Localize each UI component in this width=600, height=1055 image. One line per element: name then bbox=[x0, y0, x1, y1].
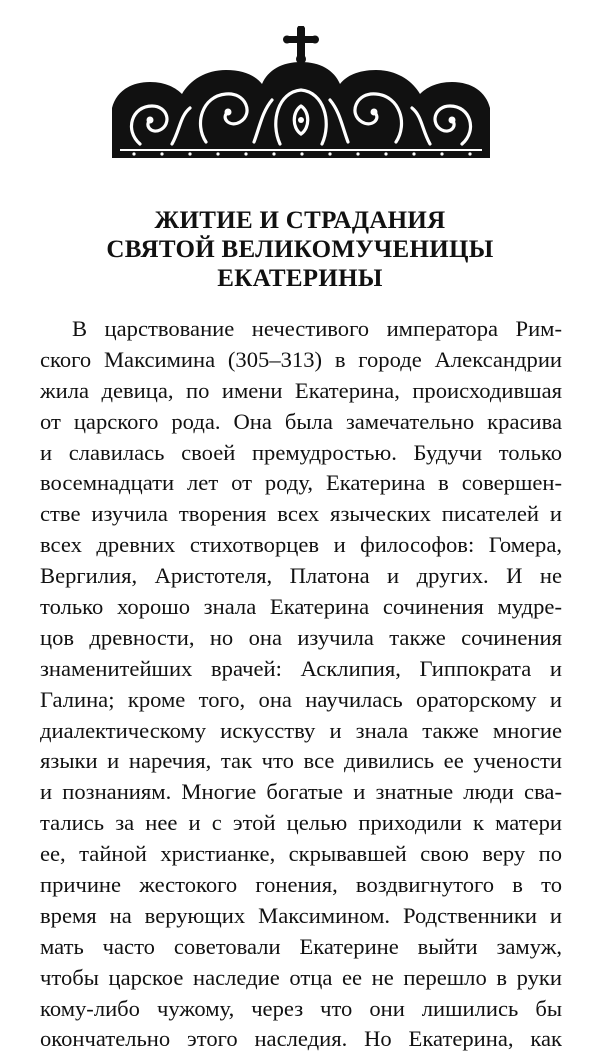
text-line: В царствование нечестивого императора Рим- bbox=[72, 316, 562, 341]
text-line: время на верующих Максимином. Родственники и bbox=[40, 902, 562, 928]
text-line: языки и наречия, так что все дивились ее учености bbox=[40, 748, 562, 774]
text-line: и познаниям. Многие богатые и знатные люди сва- bbox=[40, 779, 562, 805]
text-line: стве изучила творения всех языческих писателей и bbox=[40, 501, 562, 527]
text-line: ее, тайной христианке, скрывавшей свою веру по bbox=[40, 841, 562, 867]
text-line: только хорошо знала Екатерина сочинения мудре- bbox=[40, 594, 562, 620]
text-line: тались за нее и с этой целью приходили к матери bbox=[40, 810, 562, 836]
text-line: Галина; кроме того, она научилась ораторскому и bbox=[40, 686, 562, 712]
text-line: Вергилия, Аристотеля, Платона и других. И не bbox=[40, 563, 562, 589]
text-line: кому-либо чужому, через что они лишились бы bbox=[40, 995, 562, 1021]
crown-ornament-icon bbox=[110, 26, 492, 160]
text-line: от царского рода. Она была замечательно красива bbox=[40, 408, 562, 434]
title-line: ЕКАТЕРИНЫ bbox=[217, 265, 383, 292]
text-line: чтобы царское наследие отца ее не перешло в руки bbox=[40, 964, 562, 990]
text-line: цов древности, но она изучила также сочинения bbox=[40, 624, 562, 650]
text-line: мать часто советовали Екатерине выйти замуж, bbox=[40, 933, 562, 959]
chapter-title bbox=[0, 206, 600, 293]
title-line: СВЯТОЙ ВЕЛИКОМУЧЕНИЦЫ bbox=[106, 236, 494, 263]
body-paragraph bbox=[40, 314, 562, 1055]
text-line: ского Максимина (305–313) в городе Александрии bbox=[40, 346, 562, 372]
text-line: окончательно этого наследия. Но Екатерина, как bbox=[40, 1026, 562, 1052]
cross-icon bbox=[283, 26, 319, 64]
text-line: восемнадцати лет от роду, Екатерина в совершен- bbox=[40, 470, 562, 496]
title-line: ЖИТИЕ И СТРАДАНИЯ bbox=[154, 207, 446, 234]
text-line: жила девица, по имени Екатерина, происходившая bbox=[40, 377, 562, 403]
text-line: и славилась своей премудростью. Будучи только bbox=[40, 439, 562, 465]
text-line: знаменитейших врачей: Асклипия, Гиппократа и bbox=[40, 655, 562, 681]
text-line: диалектическому искусству и знала также многие bbox=[40, 717, 562, 743]
text-line: причине жестокого гонения, воздвигнутого в то bbox=[40, 872, 562, 898]
text-line: всех древних стихотворцев и философов: Гомера, bbox=[40, 532, 562, 558]
